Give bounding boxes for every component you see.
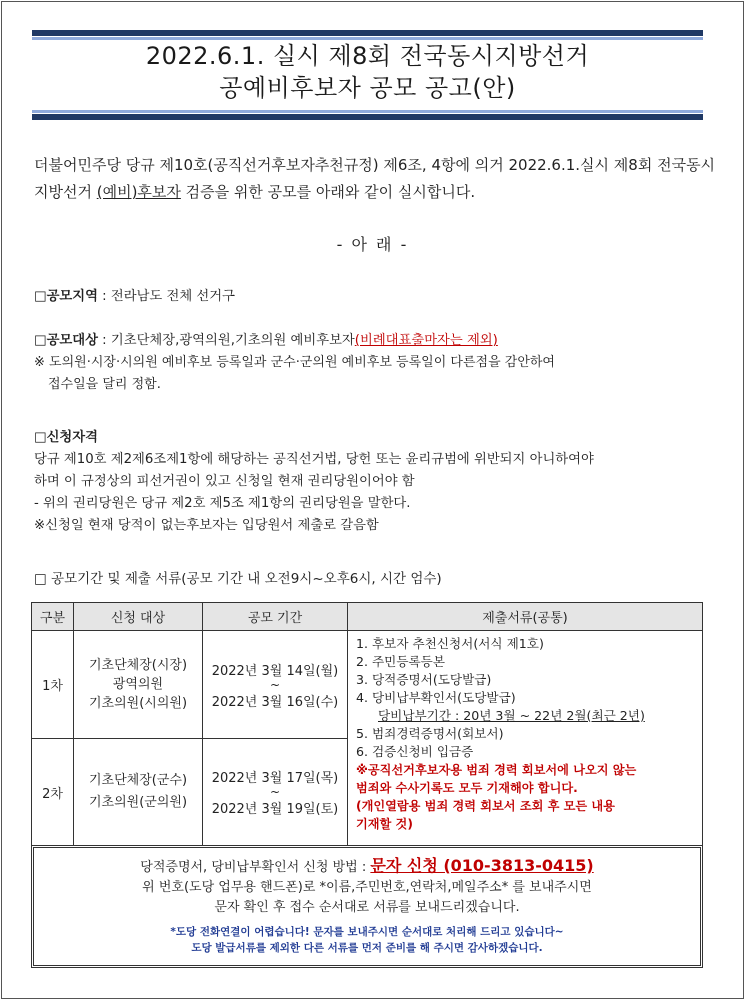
target-item: 광역의원 (112, 677, 164, 692)
title-line-2: 공예비후보자 공모 공고(안) (219, 74, 516, 102)
doc-item-sub: 당비납부기간 : 20년 3월 ~ 22년 2월(최근 2년) (378, 708, 645, 723)
region-section (34, 286, 724, 308)
period-2 (203, 739, 348, 846)
region-value: : 전라남도 전체 선거구 (97, 289, 235, 304)
target-item: 기초의원(군의원) (88, 795, 188, 810)
footer-note-1: *도당 전화연결이 어렵습니다! 문자를 보내주시면 순서대로 처리해 드리고 있습니다~ (170, 926, 564, 938)
period-heading: □ 공모기간 및 제출 서류(공모 기간 내 오전9시~오후6시, 시간 엄수) (34, 571, 442, 587)
header-round: 구분 (32, 603, 74, 631)
title-line-1: 2022.6.1. 실시 제8회 전국동시지방선거 (145, 42, 590, 70)
period-1 (203, 631, 348, 739)
target-item: 기초의원(시의원) (88, 696, 188, 711)
header-target: 신청 대상 (74, 603, 203, 631)
target-item: 기초단체장(시장) (88, 658, 188, 673)
footer-note-2: 도당 발급서류를 제외한 다른 서류를 먼저 준비를 해 주시면 감사하겠습니다. (191, 942, 543, 954)
qualification-line-1: 당규 제10호 제2제6조제1항에 해당하는 공직선거법, 당헌 또는 윤리규범에 위반되지 아니하여야 (34, 452, 594, 467)
target-note-2: 접수일을 달리 정함. (48, 377, 161, 392)
doc-item: 4. 당비납부확인서(도당발급) (356, 690, 516, 705)
qualification-label: □신청자격 (34, 430, 98, 445)
doc-item: 2. 주민등록등본 (356, 654, 446, 669)
intro-part-2: 검증을 위한 공모를 아래와 같이 실시합니다. (180, 183, 476, 201)
footer-line-3: 문자 확인 후 접수 순서대로 서류를 보내드리겠습니다. (214, 900, 520, 915)
period-start: 2022년 3월 14일(월) (211, 663, 339, 679)
doc-warning-3: (개인열람용 범죄 경력 회보서 조회 후 모든 내용 (356, 799, 615, 813)
top-rule-dark (32, 30, 703, 36)
header-period: 공모 기간 (203, 603, 348, 631)
table-row (32, 631, 703, 739)
bottom-rule-light (32, 110, 703, 113)
region-label: □공모지역 (34, 289, 98, 304)
qualification-line-2: 하며 이 규정상의 피선거권이 있고 신청일 현재 권리당원이어야 함 (34, 474, 415, 489)
target-value: : 기초단체장,광역의원,기초의원 예비후보자 (97, 333, 355, 348)
footer-box (31, 845, 703, 968)
header-documents: 제출서류(공통) (348, 603, 703, 631)
target-section (34, 330, 724, 396)
sms-phone-link[interactable]: 문자 신청 (010-3813-0415) (370, 856, 594, 875)
period-tilde: ~ (269, 785, 281, 799)
doc-item: 6. 검증신청비 입금증 (356, 744, 474, 759)
target-exception: (비례대표출마자는 제외) (354, 333, 498, 348)
doc-warning-1: ※공직선거후보자용 범죄 경력 회보서에 나오지 않는 (356, 763, 637, 777)
round-1: 1차 (32, 631, 74, 739)
period-end: 2022년 3월 16일(수) (211, 694, 339, 710)
period-end: 2022년 3월 19일(토) (211, 802, 339, 817)
footer-line-1 (34, 856, 700, 878)
page-title (32, 40, 703, 104)
documents-cell (348, 631, 703, 846)
round-2: 2차 (32, 739, 74, 846)
period-start: 2022년 3월 17일(목) (211, 771, 339, 786)
targets-1 (74, 631, 203, 739)
doc-item: 3. 당적증명서(도당발급) (356, 672, 492, 687)
qualification-line-3: - 위의 권리당원은 당규 제2호 제5조 제1항의 권리당원을 말한다. (34, 496, 411, 511)
section-divider-arae: - 아 래 - (336, 235, 409, 254)
targets-2 (74, 739, 203, 846)
target-label: □공모대상 (34, 333, 98, 348)
target-note-1: ※ 도의원·시장·시의원 예비후보 등록일과 군수·군의원 예비후보 등록일이 다른점을 감안하여 (34, 355, 555, 370)
schedule-table (31, 602, 703, 846)
doc-warning-4: 기재할 것) (356, 817, 413, 831)
doc-item: 1. 후보자 추천신청서(서식 제1호) (356, 636, 544, 651)
doc-item: 5. 범죄경력증명서(회보서) (356, 726, 504, 741)
intro-part-1: 더불어민주당 당규 제10호(공직선거후보자추천규정) 제6조, 4항에 의거 2022.6.1.실시 제8회 전국동시지방선거 (34, 156, 716, 201)
intro-paragraph (34, 152, 724, 206)
intro-underlined: (예비)후보자 (96, 183, 181, 201)
qualification-section (34, 427, 724, 537)
period-tilde: ~ (269, 677, 281, 692)
bottom-rule-dark (32, 114, 703, 120)
target-item: 기초단체장(군수) (88, 773, 188, 788)
footer-line-2: 위 번호(도당 업무용 핸드폰)로 *이름,주민번호,연락처,메일주소* 를 보내주시면 (142, 880, 592, 895)
qualification-line-4: ※신청일 현재 당적이 없는후보자는 입당원서 제출로 갈음함 (34, 518, 379, 533)
doc-warning-2: 범죄와 수사기록도 모두 기재해야 합니다. (356, 781, 578, 795)
footer-prefix: 당적증명서, 당비납부확인서 신청 방법 : (140, 860, 371, 875)
